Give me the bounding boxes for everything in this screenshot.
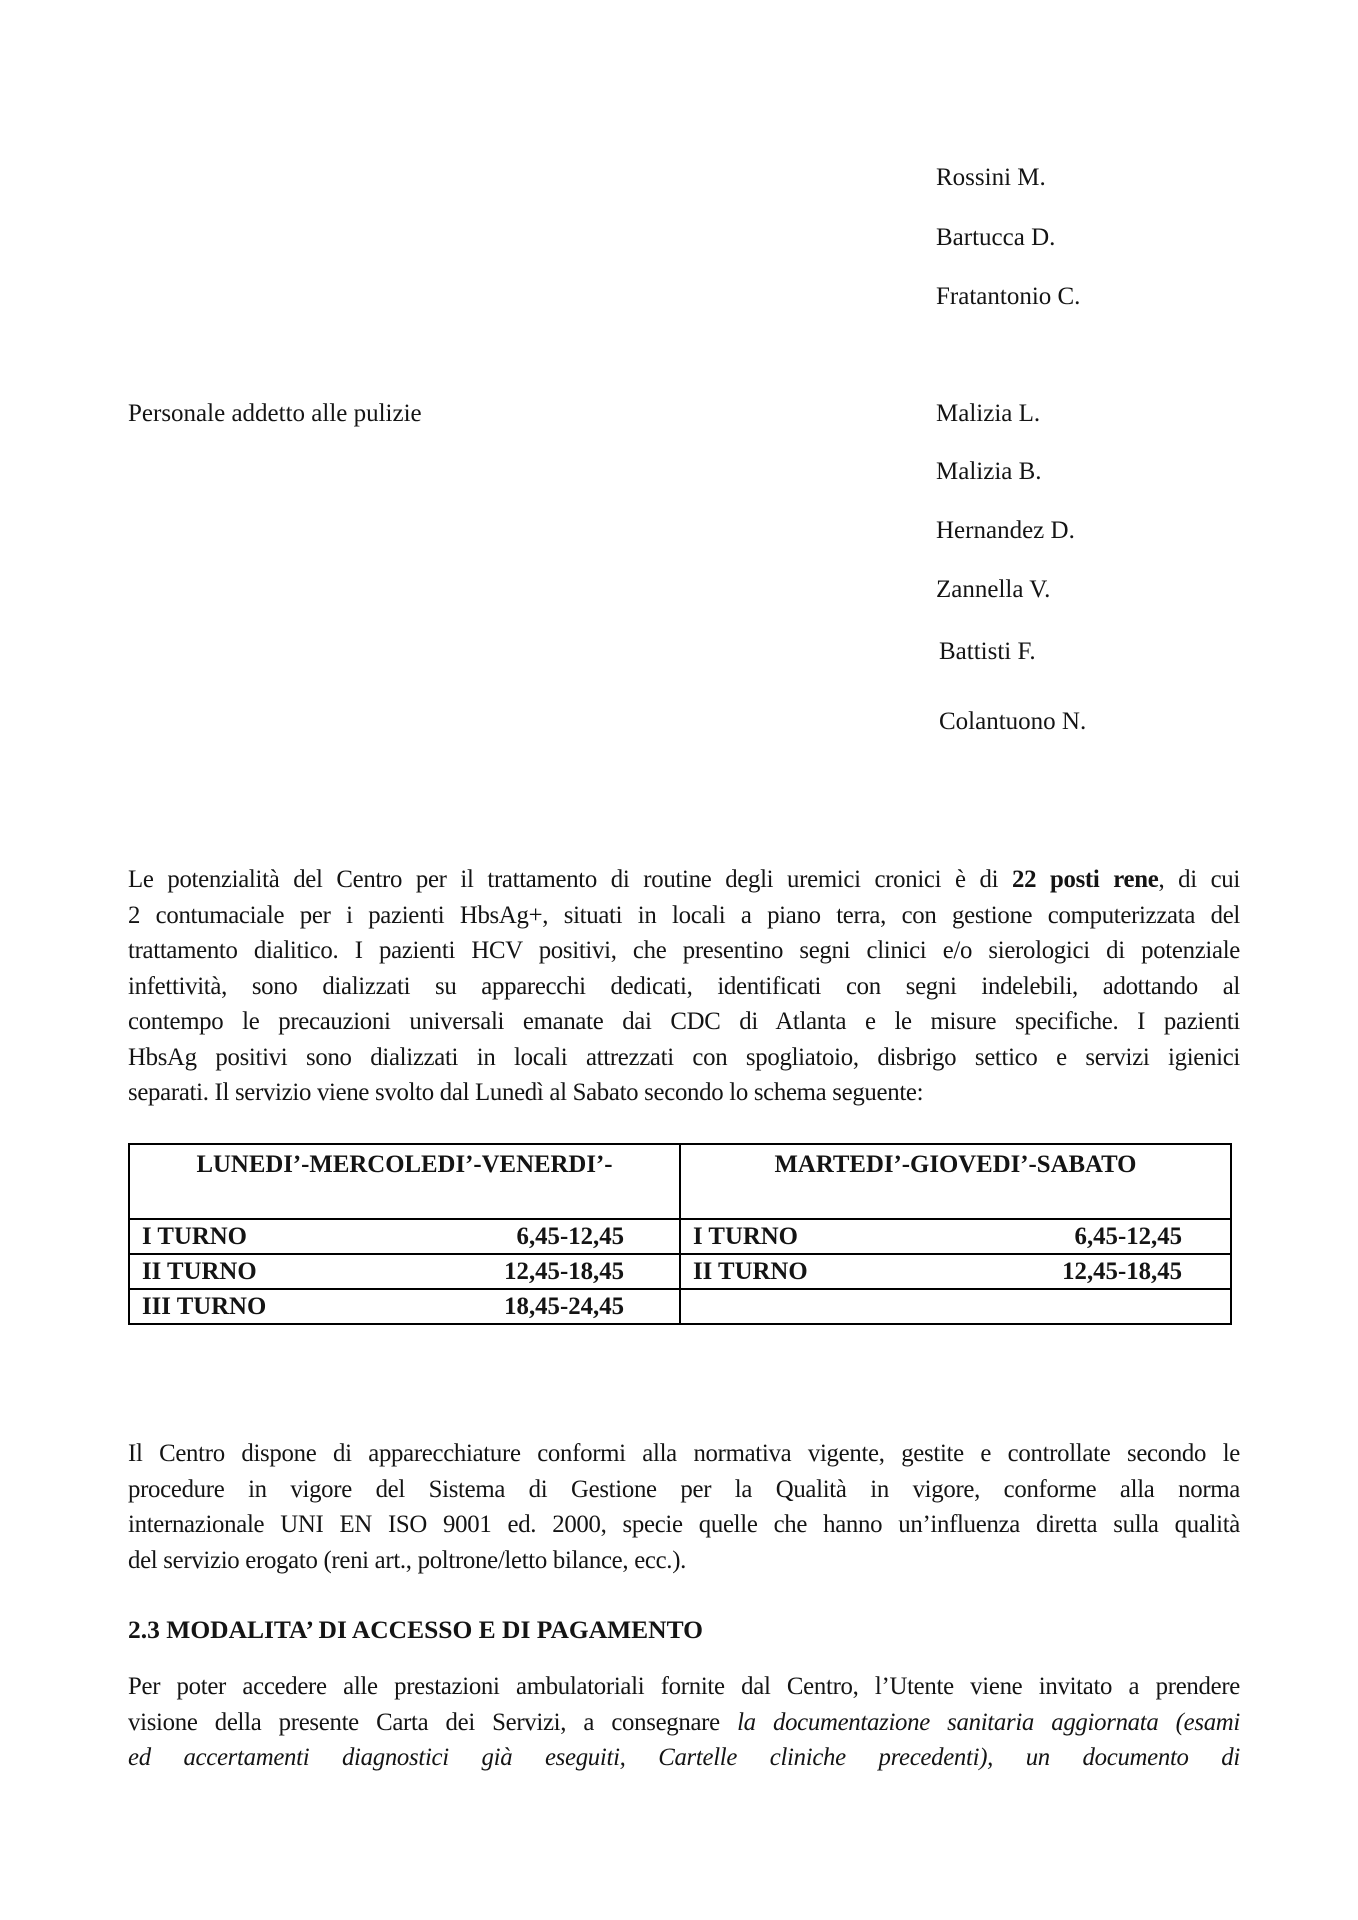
table-header-row [129,1144,1231,1219]
italic-text: la documentazione sanitaria aggiornata (esami [737,1708,1240,1736]
equipment-paragraph [128,1436,1240,1578]
staff-name: Hernandez D. [936,517,1075,544]
staff-name: Fratantonio C. [936,283,1081,310]
shift-cell [129,1289,680,1324]
paragraph-line: del servizio erogato (reni art., poltrone/letto bilance, ecc.). [128,1546,687,1574]
table-row [129,1219,1231,1254]
section-heading: 2.3 MODALITA’ DI ACCESSO E DI PAGAMENTO [128,1615,703,1644]
shift-cell [680,1219,1231,1254]
paragraph-line: contempo le precauzioni universali emanate dai CDC di Atlanta e le misure specifiche. I pazienti [128,1008,1240,1035]
paragraph-line: HbsAg positivi sono dializzati in locali attrezzati con spogliatoio, disbrigo settico e servizi igienici [128,1043,1240,1071]
staff-name: Zannella V. [936,576,1051,603]
shift-schedule-table [128,1143,1232,1325]
paragraph-line: trattamento dialitico. I pazienti HCV positivi, che presentino segni clinici e/o sierologici di potenziale [128,937,1240,964]
paragraph-line: separati. Il servizio viene svolto dal Lunedì al Sabato secondo lo schema seguente: [128,1079,924,1106]
staff-name: Malizia L. [936,400,1041,427]
paragraph-line: Per poter accedere alle prestazioni ambulatoriali fornite dal Centro, l’Utente viene invitato a prendere [128,1673,1240,1700]
paragraph-line: internazionale UNI EN ISO 9001 ed. 2000, specie quelle che hanno un’influenza diretta sulla qualità [128,1511,1240,1538]
shift-time: 6,45-12,45 [1074,1222,1182,1250]
paragraph-line [128,1705,1240,1741]
access-payment-paragraph [128,1669,1240,1776]
line-text: visione della presente Carta dei Servizi, a consegnare [128,1708,738,1736]
shift-label: I TURNO [142,1222,247,1250]
shift-cell [129,1254,680,1289]
staff-name: Rossini M. [936,164,1046,191]
line-text: , di cui [1158,866,1240,893]
paragraph-line: ed accertamenti diagnostici già eseguiti, Cartelle cliniche precedenti), un documento di [128,1744,1240,1771]
shift-cell [680,1254,1231,1289]
shift-label: II TURNO [142,1257,257,1285]
table-header-cell: LUNEDI’-MERCOLEDI’-VENERDI’- [129,1144,680,1219]
capacity-paragraph [128,862,1240,1111]
paragraph-line [128,862,1240,898]
paragraph-line: 2 contumaciale per i pazienti HbsAg+, situati in locali a piano terra, con gestione computerizzata del [128,901,1240,929]
shift-time: 12,45-18,45 [504,1257,624,1285]
staff-name: Battisti F. [939,638,1036,665]
line-text: Le potenzialità del Centro per il trattamento di routine degli uremici cronici è di [128,866,1012,893]
paragraph-line: Il Centro dispone di apparecchiature conformi alla normativa vigente, gestite e controllate secondo le [128,1440,1240,1467]
paragraph-line: infettività, sono dializzati su apparecchi dedicati, identificati con segni indelebili, adottando al [128,972,1240,1000]
shift-time: 18,45-24,45 [504,1292,624,1320]
staff-name: Colantuono N. [939,708,1087,735]
shift-label: I TURNO [693,1222,798,1250]
shift-time: 6,45-12,45 [516,1222,624,1250]
table-header-cell: MARTEDI’-GIOVEDI’-SABATO [680,1144,1231,1219]
shift-cell [129,1219,680,1254]
cleaning-staff-label: Personale addetto alle pulizie [128,400,422,427]
shift-label: III TURNO [142,1292,267,1320]
table-row [129,1289,1231,1324]
bold-capacity-text: 22 posti rene [1012,866,1159,893]
table-row [129,1254,1231,1289]
paragraph-line: procedure in vigore del Sistema di Gestione per la Qualità in vigore, conforme alla norma [128,1475,1240,1503]
shift-time: 12,45-18,45 [1062,1257,1182,1285]
staff-name: Bartucca D. [936,224,1056,251]
staff-name: Malizia B. [936,458,1042,485]
shift-label: II TURNO [693,1257,808,1285]
shift-cell [680,1289,1231,1324]
